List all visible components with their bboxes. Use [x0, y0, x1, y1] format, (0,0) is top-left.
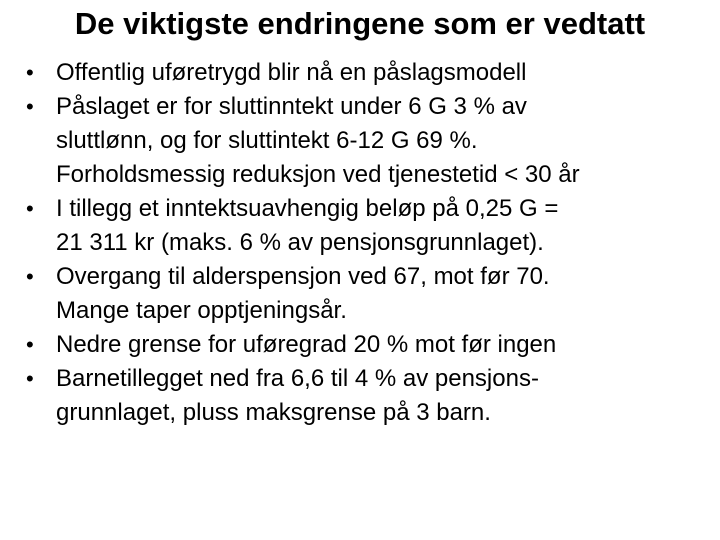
bullet-icon: •: [26, 60, 34, 85]
slide-title: De viktigste endringene som er vedtatt: [74, 6, 646, 41]
bullet-line: Påslaget er for sluttinntekt under 6 G 3 % av: [56, 93, 527, 120]
bullet-line: sluttlønn, og for sluttintekt 6-12 G 69 %.: [56, 127, 478, 154]
bullet-line: Forholdsmessig reduksjon ved tjenestetid < 30 år: [56, 161, 580, 188]
bullet-text: [56, 90, 706, 192]
bullet-text: [56, 362, 706, 430]
bullet-icon: •: [26, 94, 34, 119]
bullet-item: [26, 260, 706, 328]
bullet-icon: •: [26, 332, 34, 357]
bullet-line: Overgang til alderspensjon ved 67, mot før 70.: [56, 263, 550, 290]
bullet-line: I tillegg et inntektsuavhengig beløp på 0,25 G =: [56, 195, 559, 222]
bullet-list: [26, 56, 706, 430]
bullet-item: [26, 56, 706, 90]
bullet-line: Nedre grense for uføregrad 20 % mot før ingen: [56, 331, 557, 358]
bullet-item: [26, 328, 706, 362]
bullet-line: Mange taper opptjeningsår.: [56, 297, 347, 324]
bullet-line: 21 311 kr (maks. 6 % av pensjonsgrunnlaget).: [56, 229, 544, 256]
bullet-icon: •: [26, 264, 34, 289]
bullet-text: [56, 260, 706, 328]
bullet-item: [26, 362, 706, 430]
bullet-item: [26, 192, 706, 260]
bullet-line: Offentlig uføretrygd blir nå en påslagsmodell: [56, 59, 527, 86]
bullet-line: grunnlaget, pluss maksgrense på 3 barn.: [56, 399, 491, 426]
bullet-text: [56, 56, 706, 90]
bullet-icon: •: [26, 366, 34, 391]
bullet-item: [26, 90, 706, 192]
bullet-text: [56, 328, 706, 362]
bullet-line: Barnetillegget ned fra 6,6 til 4 % av pensjons-: [56, 365, 539, 392]
bullet-icon: •: [26, 196, 34, 221]
bullet-text: [56, 192, 706, 260]
